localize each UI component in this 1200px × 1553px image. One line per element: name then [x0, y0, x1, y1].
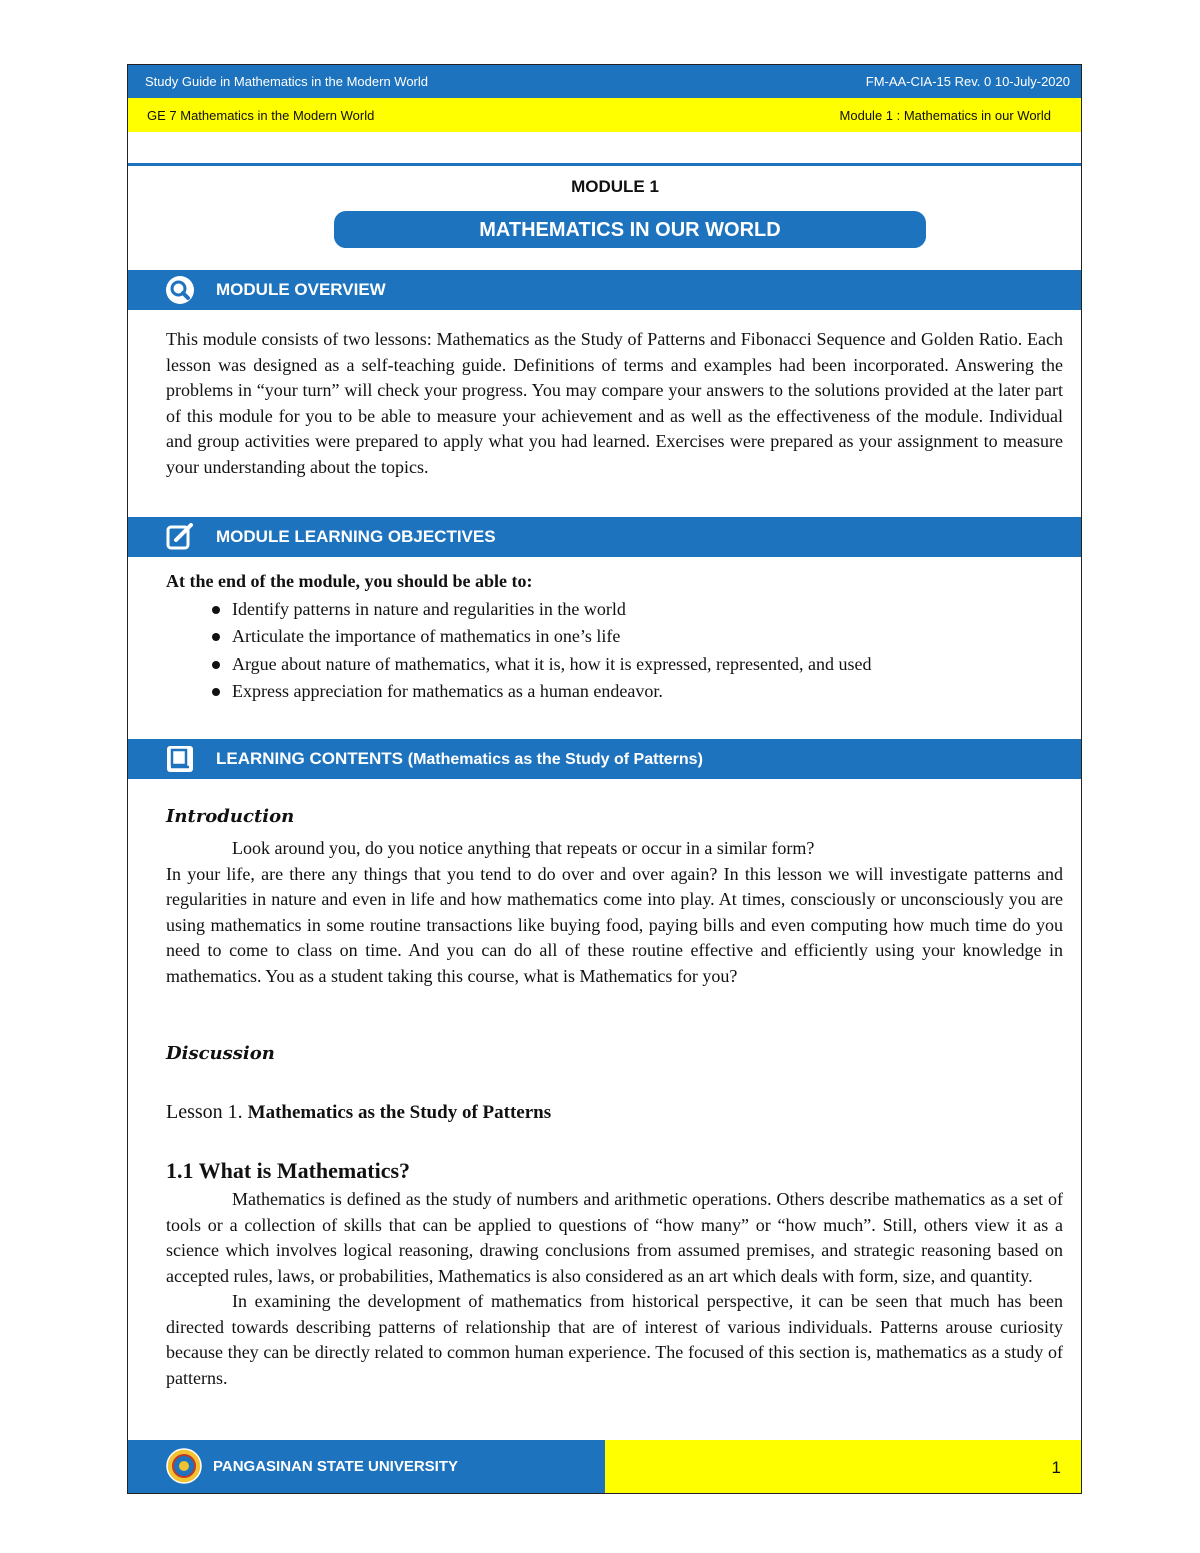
- subheader-bar: [128, 98, 1081, 132]
- divider: [128, 163, 1081, 166]
- section-para-2: In examining the development of mathematics from historical perspective, it can be seen that much has been directed towards describing patterns of relationship that are of interest of various individuals. Patterns arouse curiosity because they can be directly related to common human experience. The focused of this section is, mathematics as a study of patterns.: [166, 1291, 1063, 1388]
- lesson-heading: [166, 1101, 551, 1124]
- overview-text-block: [166, 327, 1063, 480]
- footer-page-bar: [605, 1440, 1081, 1493]
- edit-icon: [166, 523, 194, 551]
- objectives-header-bar: [128, 517, 1081, 557]
- objectives-lead: At the end of the module, you should be able to:: [166, 571, 533, 591]
- module-label: MODULE 1: [571, 177, 659, 196]
- overview-header-bar: [128, 270, 1081, 310]
- book-icon: [166, 745, 194, 773]
- section-para-1: Mathematics is defined as the study of numbers and arithmetic operations. Others describe mathematics as a set of tools or a collection of skills that can be applied to questions of “how many” or “how much”. Still, others view it as a science which involves logical reasoning, drawing conclusions from assumed premises, and strategic reasoning based on accepted rules, laws, or probabilities, Mathematics is also considered as an art which deals with form, size, and quantity.: [166, 1189, 1063, 1286]
- header-doc-title: Study Guide in Mathematics in the Modern World: [145, 74, 429, 89]
- list-item: Argue about nature of mathematics, what it is, how it is expressed, represented, and used: [166, 651, 872, 678]
- module-title: MATHEMATICS IN OUR WORLD: [479, 219, 781, 241]
- contents-heading-sub: (Mathematics as the Study of Patterns): [407, 751, 703, 768]
- magnifier-icon: [166, 276, 194, 304]
- overview-text: This module consists of two lessons: Mathematics as the Study of Patterns and Fibonacci Sequence and Golden Ratio. Each lesson was designed as a self-teaching guide. Definitions of terms and examples had been incorporated. Answering the problems in “your turn” will check your progress. You may compare your answers to the solutions provided at the later part of this module for you to be able to measure your achievement and as well as the effectiveness of the module. Individual and group activities were prepared to apply what you had learned. Exercises were prepared as your assignment to measure your understanding about the topics.: [166, 329, 1063, 477]
- list-item: Identify patterns in nature and regularities in the world: [166, 596, 872, 623]
- footer-university-bar: [128, 1440, 605, 1493]
- intro-title: Introduction: [166, 806, 295, 827]
- section-title: 1.1 What is Mathematics?: [166, 1158, 411, 1183]
- contents-heading: LEARNING CONTENTS: [216, 749, 408, 768]
- intro-block: [166, 836, 1063, 989]
- list-item: Express appreciation for mathematics as a human endeavor.: [166, 678, 872, 705]
- overview-heading: MODULE OVERVIEW: [216, 280, 386, 299]
- lesson-prefix: Lesson 1.: [166, 1101, 248, 1123]
- contents-header-bar: [128, 739, 1081, 779]
- objectives-heading: MODULE LEARNING OBJECTIVES: [216, 527, 496, 546]
- intro-para-2: In your life, are there any things that you tend to do over and over again? In this lesson we will investigate patterns and regularities in nature and even in life and how mathematics come into play. At times, consciously or unconsciously you are using mathematics in some routine transactions like buying food, paying bills and even computing how much time do you need to come to class on time. And you can do all of these routine effective and efficiently using your knowledge in mathematics. You as a student taking this course, what is Mathematics for you?: [166, 863, 1063, 986]
- subheader-module: Module 1 : Mathematics in our World: [839, 108, 1051, 123]
- university-seal-icon: [166, 1448, 202, 1484]
- list-item: Articulate the importance of mathematics in one’s life: [166, 623, 872, 650]
- objectives-list: [166, 596, 872, 705]
- discussion-title: Discussion: [166, 1043, 275, 1064]
- university-name: PANGASINAN STATE UNIVERSITY: [213, 1458, 459, 1475]
- module-title-banner: [334, 211, 926, 248]
- subheader-course: GE 7 Mathematics in the Modern World: [147, 108, 375, 123]
- header-bar: [128, 65, 1081, 98]
- intro-para-1: Look around you, do you notice anything that repeats or occur in a similar form?: [232, 838, 815, 858]
- page-number: 1: [1051, 1458, 1061, 1477]
- lesson-title: Mathematics as the Study of Patterns: [247, 1102, 552, 1123]
- header-form-code: FM-AA-CIA-15 Rev. 0 10-July-2020: [865, 74, 1070, 89]
- section-block: [166, 1187, 1063, 1391]
